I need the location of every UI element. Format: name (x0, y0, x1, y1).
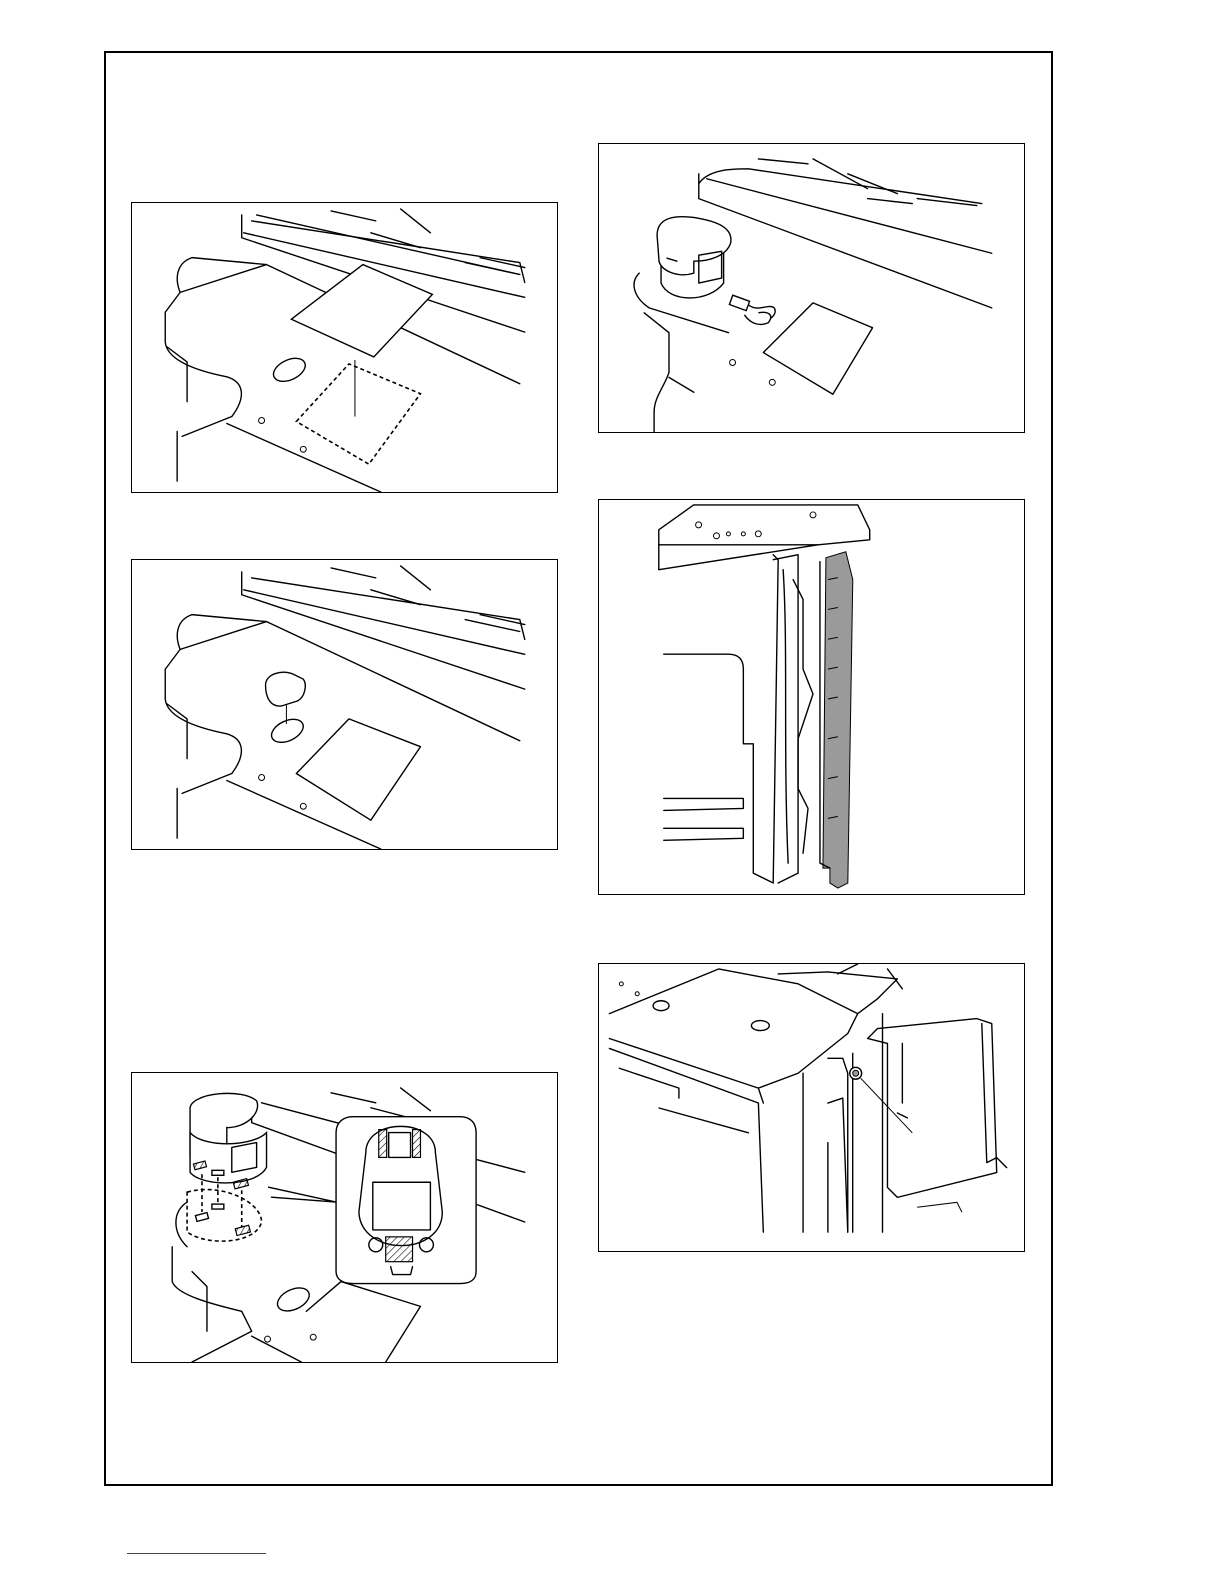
pad-placement-illustration (132, 203, 557, 492)
figure-unit-mounting (131, 1072, 558, 1363)
figure-cap-insertion (131, 559, 558, 850)
unit-mounting-illustration (132, 1073, 557, 1362)
figure-side-door (598, 499, 1025, 895)
footer-link-underline[interactable] (127, 1553, 266, 1554)
side-door-illustration (599, 500, 1024, 894)
figure-pad-placement (131, 202, 558, 493)
cap-insertion-illustration (132, 560, 557, 849)
figure-unit-connector (598, 143, 1025, 433)
screw-location-illustration (599, 964, 1024, 1251)
figure-screw-location (598, 963, 1025, 1252)
unit-connector-illustration (599, 144, 1024, 432)
